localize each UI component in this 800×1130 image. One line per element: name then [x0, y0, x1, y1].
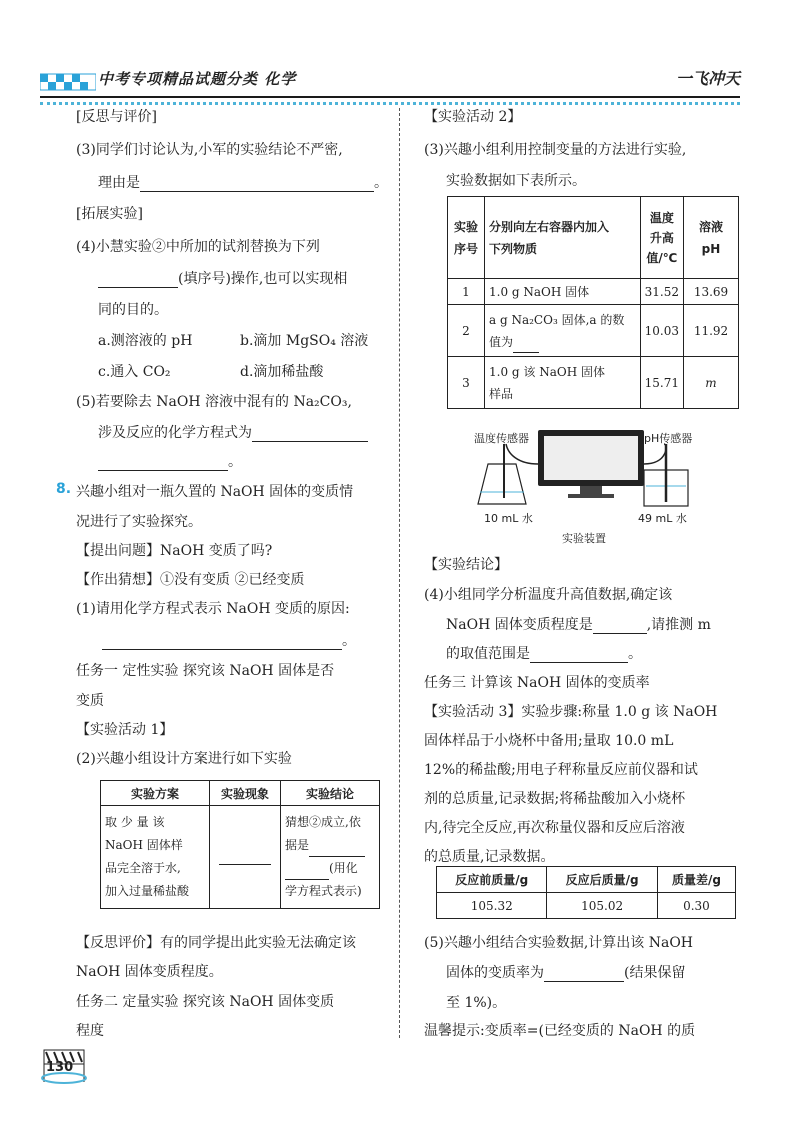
- header-dotted-rule: [40, 99, 740, 105]
- q4-right-line2: NaOH 固体变质程度是 ,请推测 m: [446, 617, 711, 633]
- activity-3-line2: 固体样品于小烧杯中备用;量取 10.0 mL: [424, 733, 674, 749]
- q5-line2: 涉及反应的化学方程式为: [98, 422, 368, 442]
- table2-header-substance: 分别向左右容器内加入 下列物质: [485, 197, 641, 279]
- activity-3-line5: 内,待完全反应,再次称量仪器和反应后溶液: [424, 820, 685, 836]
- table1-conclusion-cell: 猜想②成立,依 据是 (用化 学方程式表示): [281, 806, 380, 909]
- activity-1-heading: 【实验活动 1】: [76, 722, 174, 738]
- activity-3-line4: 剂的总质量,记录数据;将稀盐酸加入小烧杯: [424, 791, 686, 807]
- table2-a-value-blank[interactable]: [513, 338, 539, 353]
- activity-3-line6: 的总质量,记录数据。: [424, 849, 555, 865]
- q4-right-line3: 的取值范围是 。: [446, 646, 642, 662]
- q4-line3: 同的目的。: [98, 302, 168, 318]
- table1-header-plan: 实验方案: [101, 781, 210, 806]
- q3-text: (3)同学们讨论认为,小军的实验结论不严密,: [76, 142, 343, 158]
- hypothesis: 【作出猜想】①没有变质 ②已经变质: [76, 572, 305, 588]
- option-b: b.滴加 MgSO₄ 溶液: [240, 333, 369, 349]
- q3-answer-blank[interactable]: [140, 177, 374, 192]
- extension-heading: [拓展实验]: [76, 206, 143, 222]
- activity-3-line3: 12%的稀盐酸;用电子秤称量反应前仪器和试: [424, 762, 698, 778]
- table1-plan-cell: 取 少 量 该 NaOH 固体样 品完全溶于水, 加入过量稀盐酸: [101, 806, 210, 909]
- reflection-eval: 【反思评价】有的同学提出此实验无法确定该: [76, 935, 356, 951]
- m-range-blank[interactable]: [530, 648, 628, 663]
- reflection-eval-2: NaOH 固体变质程度。: [76, 964, 223, 980]
- degree-blank[interactable]: [593, 619, 647, 634]
- page-number: 130: [46, 1060, 74, 1075]
- q5-line3: 。: [98, 451, 242, 471]
- table1-phenomenon-blank[interactable]: [219, 850, 271, 865]
- table-row: 105.32 105.02 0.30: [437, 893, 736, 919]
- q5-right-line2: 固体的变质率为 (结果保留: [446, 965, 686, 981]
- table1-header-conclusion: 实验结论: [281, 781, 380, 806]
- reflection-heading: [反思与评价]: [76, 109, 157, 125]
- task-one: 任务一 定性实验 探究该 NaOH 固体是否: [76, 663, 335, 679]
- q8-2-text: (2)兴趣小组设计方案进行如下实验: [76, 751, 292, 767]
- q8-1-answer-line: 。: [102, 630, 356, 650]
- task-two-2: 程度: [76, 1023, 104, 1039]
- option-c: c.通入 CO₂: [98, 364, 171, 380]
- q5-text: (5)若要除去 NaOH 溶液中混有的 Na₂CO₃,: [76, 394, 352, 410]
- table1-phenomenon-cell: [210, 806, 281, 909]
- q4-text: (4)小慧实验②中所加的试剂替换为下列: [76, 239, 320, 255]
- flask-left-icon: [478, 464, 526, 504]
- figure-caption: 实验装置: [562, 532, 606, 545]
- table-row: 3 1.0 g 该 NaOH 固体 样品 15.71 m: [448, 357, 739, 409]
- table-row: 2 a g Na₂CO₃ 固体,a 的数 值为 10.03 11.92: [448, 305, 739, 357]
- q3-reason-line: 理由是 。: [98, 175, 388, 191]
- q4-right-text: (4)小组同学分析温度升高值数据,确定该: [424, 587, 673, 603]
- q8-1-text: (1)请用化学方程式表示 NaOH 变质的原因:: [76, 601, 350, 617]
- q4-line2: (填序号)操作,也可以实现相: [98, 268, 347, 288]
- experiment-plan-table: [100, 780, 380, 909]
- mass-before-header: 反应前质量/g: [437, 867, 547, 893]
- raise-question: 【提出问题】NaOH 变质了吗?: [76, 543, 273, 559]
- task-three: 任务三 计算该 NaOH 固体的变质率: [424, 675, 650, 691]
- table2-header-temp: 温度 升高 值/℃: [640, 197, 683, 279]
- task-two: 任务二 定量实验 探究该 NaOH 固体变质: [76, 994, 335, 1010]
- column-divider: [399, 108, 400, 1038]
- water-right-label: 49 mL 水: [638, 512, 687, 525]
- page-header: [40, 62, 740, 98]
- temp-sensor-label: 温度传感器: [474, 432, 529, 445]
- rate-blank[interactable]: [544, 967, 624, 982]
- mass-after-header: 反应后质量/g: [547, 867, 657, 893]
- control-variable-table: [447, 196, 739, 409]
- mass-table: [436, 866, 736, 919]
- mass-diff-header: 质量差/g: [657, 867, 735, 893]
- task-one-2: 变质: [76, 693, 104, 709]
- table2-header-no: 实验 序号: [448, 197, 485, 279]
- q8-intro: 兴趣小组对一瓶久置的 NaOH 固体的变质情: [76, 484, 354, 500]
- activity-2-heading: 【实验活动 2】: [424, 109, 522, 125]
- q4-answer-blank[interactable]: [98, 273, 178, 288]
- ph-sensor-label: pH传感器: [644, 432, 693, 445]
- q8-1-answer-blank[interactable]: [102, 635, 342, 650]
- header-brand: 一飞冲天: [675, 69, 740, 88]
- hint-text: 温馨提示:变质率=(已经变质的 NaOH 的质: [424, 1023, 696, 1039]
- q5-right-text: (5)兴趣小组结合实验数据,计算出该 NaOH: [424, 935, 694, 951]
- question-8-number: 8.: [56, 481, 72, 497]
- q5-answer-blank-1[interactable]: [252, 427, 368, 442]
- option-d: d.滴加稀盐酸: [240, 364, 324, 380]
- header-rule: [40, 96, 740, 98]
- activity-3-line1: 【实验活动 3】实验步骤:称量 1.0 g 该 NaOH: [424, 704, 718, 720]
- conclusion-heading: 【实验结论】: [424, 557, 508, 573]
- option-a: a.测溶液的 pH: [98, 333, 193, 349]
- q5-right-line3: 至 1%)。: [446, 995, 507, 1011]
- q5-answer-blank-2[interactable]: [98, 456, 228, 471]
- q3-right-text-2: 实验数据如下表所示。: [446, 173, 586, 189]
- q8-intro-2: 况进行了实验探究。: [76, 514, 202, 530]
- table-row: 1 1.0 g NaOH 固体 31.52 13.69: [448, 279, 739, 305]
- table1-header-phenomenon: 实验现象: [210, 781, 281, 806]
- header-checker-icon: [40, 66, 96, 96]
- water-left-label: 10 mL 水: [484, 512, 533, 525]
- table1-conclusion-blank-1[interactable]: [309, 842, 365, 857]
- table2-header-ph: 溶液 pH: [684, 197, 739, 279]
- q3-right-text: (3)兴趣小组利用控制变量的方法进行实验,: [424, 142, 687, 158]
- table1-conclusion-blank-2[interactable]: [285, 865, 329, 880]
- header-title: 中考专项精品试题分类 化学: [98, 70, 297, 88]
